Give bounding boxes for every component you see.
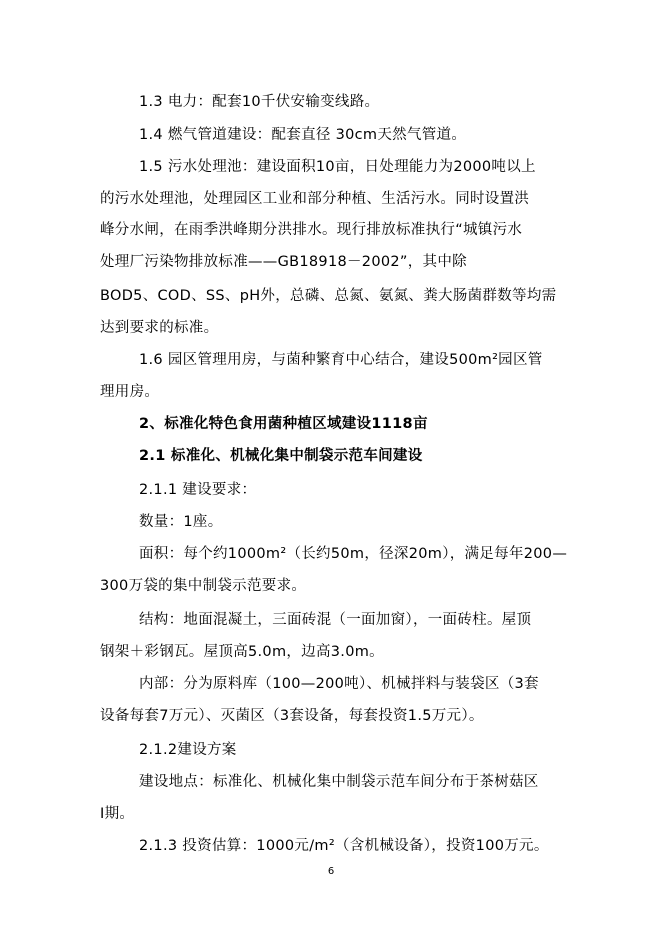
heading-2-mushroom-area: 2、标准化特色食用菌种植区域建设1118亩	[139, 416, 428, 432]
heading-2-1-bagging-workshop: 2.1 标准化、机械化集中制袋示范车间建设	[139, 448, 423, 464]
section-1-6-management-line-2: 理用房。	[100, 384, 160, 400]
section-1-3-power: 1.3 电力：配套10千伏安输变线路。	[139, 94, 380, 110]
section-1-6-management-line-1: 1.6 园区管理用房，与菌种繁育中心结合，建设500m²园区管	[139, 352, 543, 368]
requirement-area-line-1: 面积：每个约1000m²（长约50m，径深20m），满足每年200—	[139, 546, 568, 562]
section-1-5-sewage-line-5: BOD5、COD、SS、pH外，总磷、总氮、氨氮、粪大肠菌群数等均需	[100, 288, 557, 304]
section-1-5-sewage-line-2: 的污水处理池，处理园区工业和部分种植、生活污水。同时设置洪	[100, 191, 530, 207]
requirement-interior-line-2: 设备每套7万元）、灭菌区（3套设备，每套投资1.5万元）。	[100, 708, 484, 724]
section-1-4-gas-pipeline: 1.4 燃气管道建设：配套直径 30cm天然气管道。	[139, 127, 467, 143]
requirement-structure-line-1: 结构：地面混凝土，三面砖混（一面加窗），一面砖柱。屋顶	[139, 612, 532, 628]
requirement-interior-line-1: 内部：分为原料库（100—200吨）、机械拌料与装袋区（3套	[139, 676, 539, 692]
plan-location-line-1: 建设地点：标准化、机械化集中制袋示范车间分布于茶树菇区	[139, 774, 539, 790]
section-1-5-sewage-line-4: 处理厂污染物排放标准——GB18918－2002”，其中除	[100, 254, 467, 270]
section-1-5-sewage-line-6: 达到要求的标准。	[100, 320, 219, 336]
requirement-area-line-2: 300万袋的集中制袋示范要求。	[100, 578, 307, 594]
requirement-structure-line-2: 钢架＋彩钢瓦。屋顶高5.0m，边高3.0m。	[100, 644, 384, 660]
section-2-1-1-requirements: 2.1.1 建设要求：	[139, 482, 257, 498]
section-2-1-3-investment: 2.1.3 投资估算：1000元/m²（含机械设备），投资100万元。	[139, 838, 549, 854]
plan-location-line-2: Ⅰ期。	[100, 806, 135, 822]
page-number: 6	[327, 866, 335, 877]
section-2-1-2-plan: 2.1.2建设方案	[139, 742, 237, 758]
section-1-5-sewage-line-1: 1.5 污水处理池：建设面积10亩，日处理能力为2000吨以上	[139, 159, 536, 175]
section-1-5-sewage-line-3: 峰分水闸，在雨季洪峰期分洪排水。现行排放标准执行“城镇污水	[100, 222, 523, 238]
requirement-quantity: 数量：1座。	[139, 514, 223, 530]
